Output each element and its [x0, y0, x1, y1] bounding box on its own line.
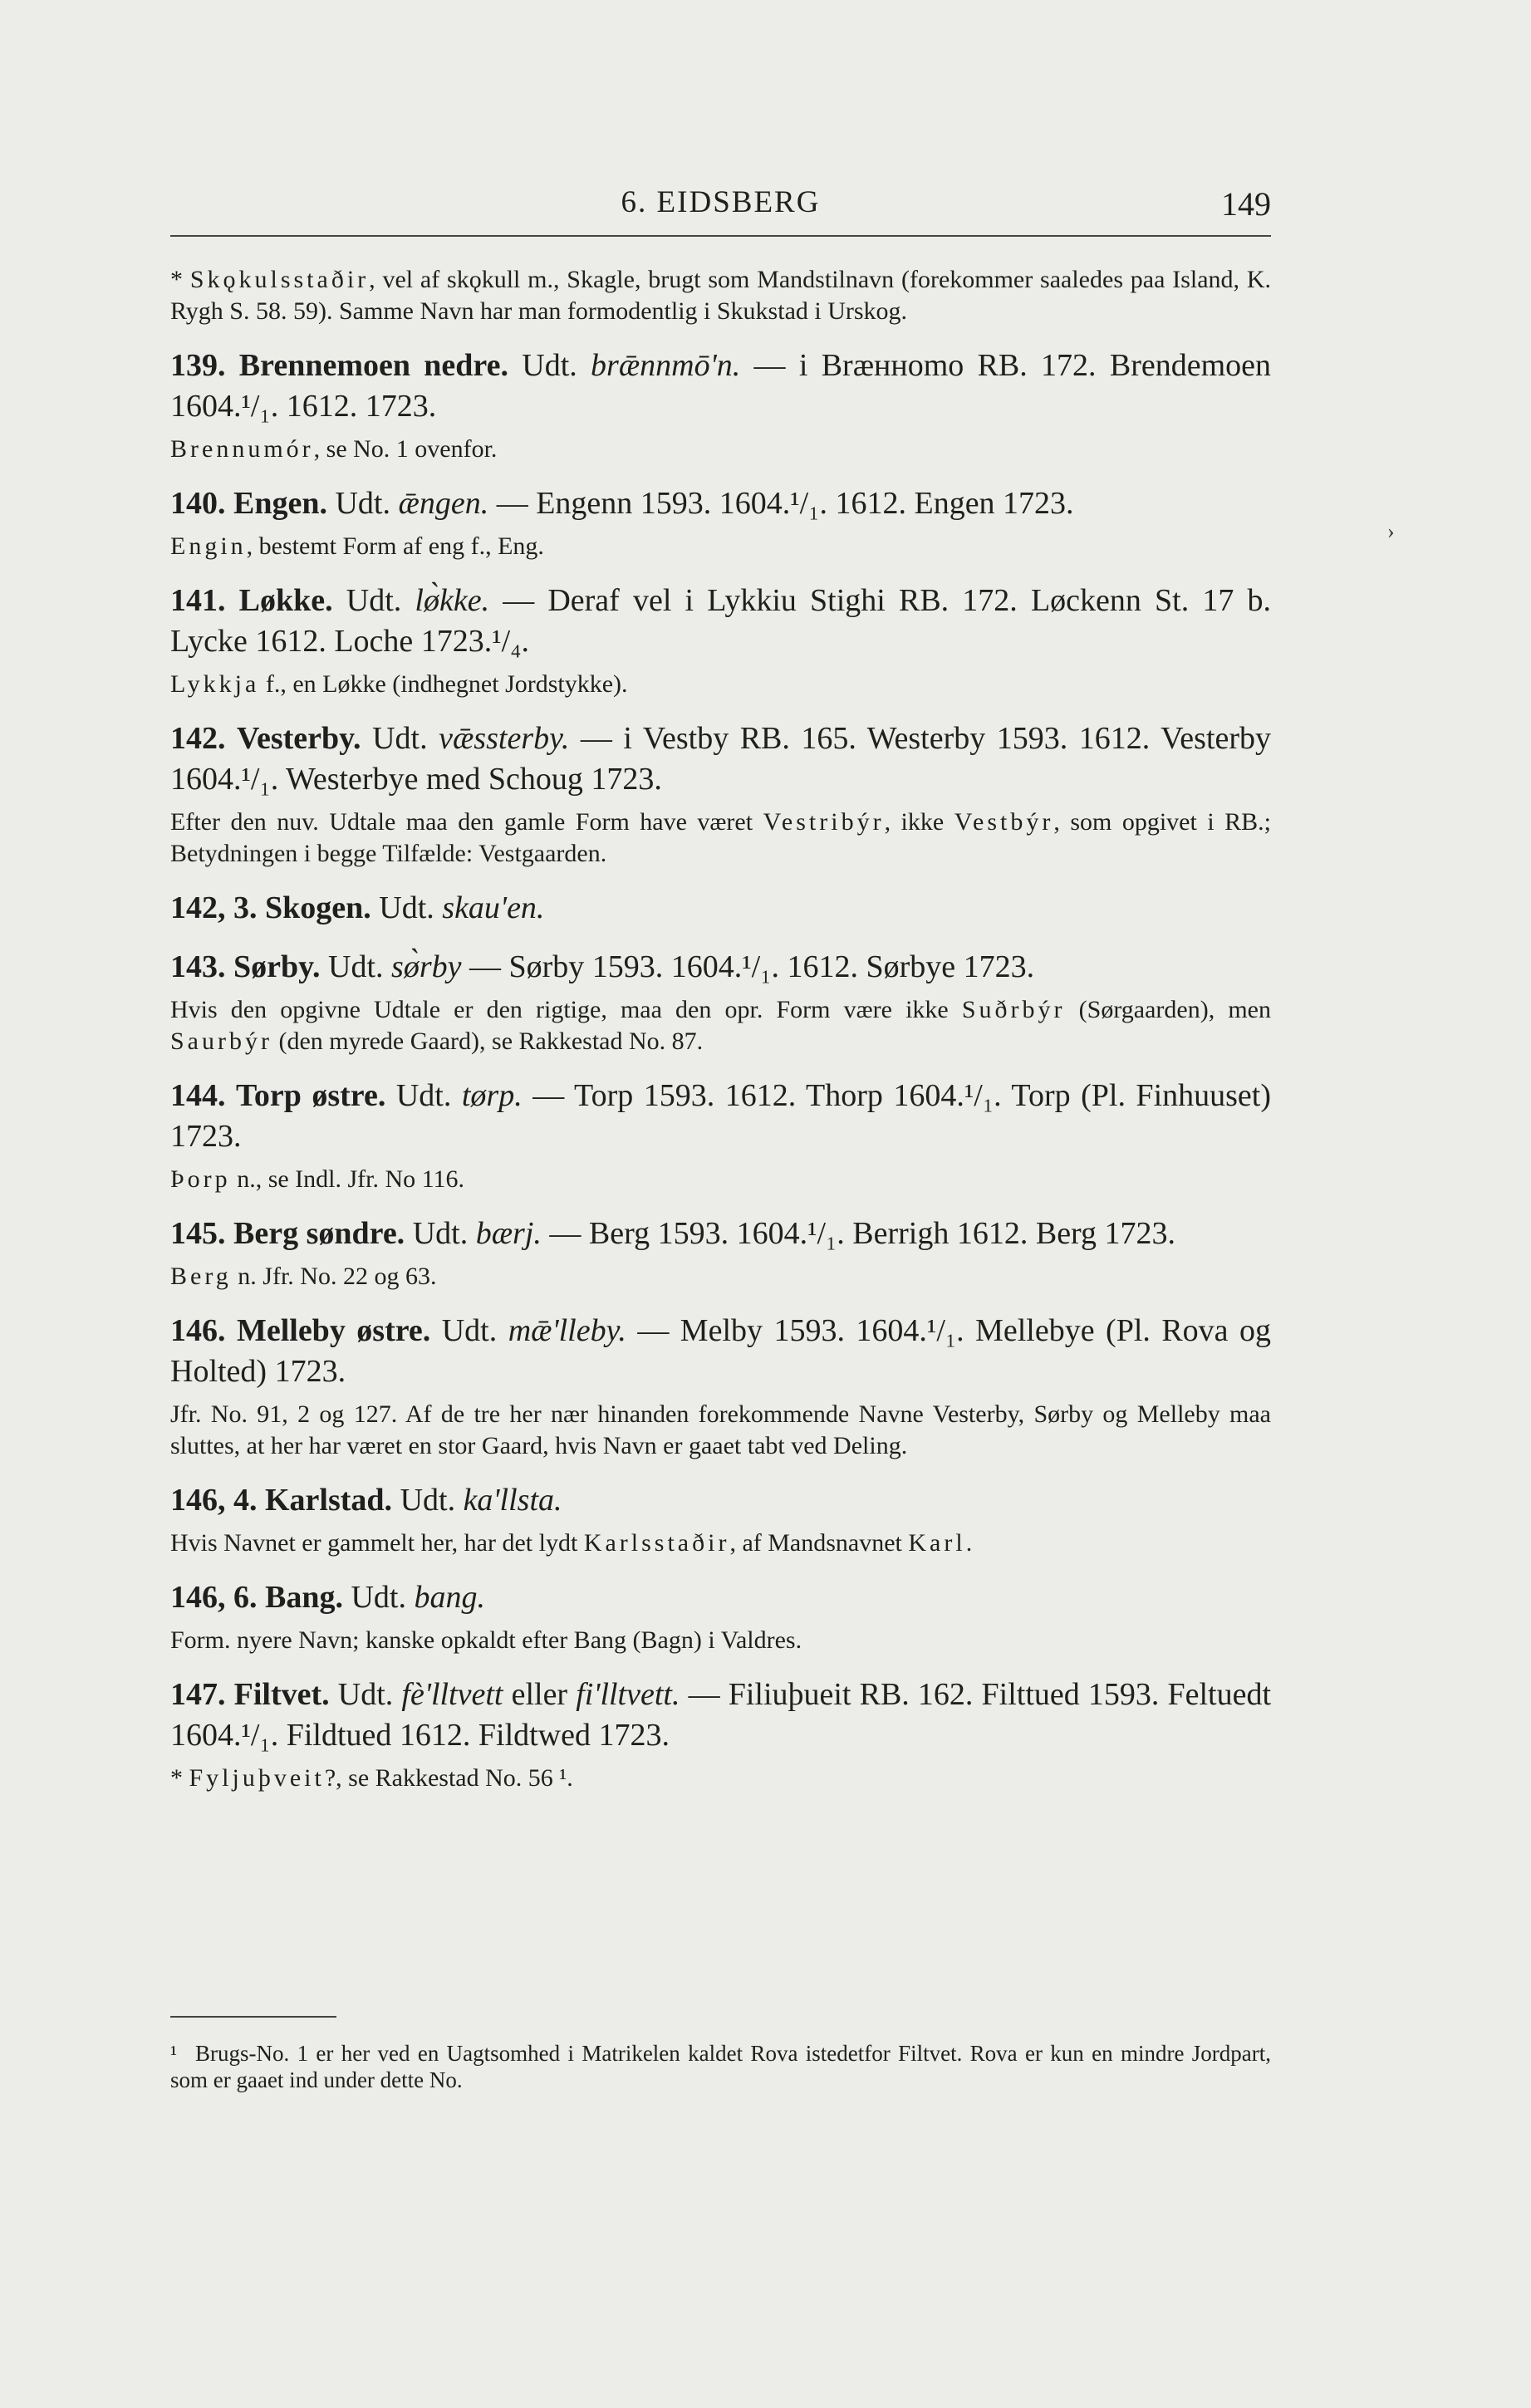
entry-number: 146, 6.	[170, 1580, 258, 1615]
pronunciation: tørp.	[461, 1078, 523, 1113]
entry-note	[170, 1528, 1271, 1559]
entry-141	[170, 581, 1271, 662]
note-text: n., se Indl. Jfr. No 116.	[230, 1165, 465, 1193]
entry-142	[170, 718, 1271, 800]
note-text: , af Mandsnavnet	[729, 1529, 909, 1557]
note-text: Hvis den opgivne Udtale er den rigtige, maa den opr. Form være ikke	[170, 996, 962, 1023]
pronunciation: ka'llsta.	[463, 1483, 562, 1518]
entry-name: Filtvet.	[233, 1677, 330, 1712]
footnote-rule	[170, 2016, 336, 2018]
entry-144	[170, 1076, 1271, 1157]
note-name: Suðrbýr	[961, 996, 1066, 1023]
historic-forms: — Berg 1593. 1604.¹/₁. Berrigh 1612. Berg 1723.	[541, 1216, 1176, 1251]
udt-label: Udt.	[522, 348, 577, 383]
note-name: Þorp	[170, 1165, 231, 1193]
page-header	[170, 184, 1271, 234]
udt-label: Udt.	[395, 1078, 452, 1113]
pronunciation: brǣnnmō'n.	[591, 348, 741, 383]
footnote-text: Brugs-No. 1 er her ved en Uagtsomhed i Matrikelen kaldet Rova istedetfor Filtvet. Rova er kun en mindre Jordpart, som er gaaet ind under dette No.	[170, 2041, 1271, 2092]
pronunciation-alt: fi'lltvett.	[576, 1677, 680, 1712]
udt-label: Udt.	[346, 583, 402, 618]
pronunciation: vǣssterby.	[439, 721, 570, 756]
note-text: Jfr. No. 91, 2 og 127. Af de tre her nær hinanden forekommende Navne Vesterby, Sørby og Melleby maa sluttes, at her har været en stor Gaard, hvis Navn er gaaet tabt ved Deling.	[170, 1400, 1271, 1459]
note-name: Karl	[908, 1529, 966, 1557]
entry-note	[170, 1164, 1271, 1195]
entry-142-3	[170, 888, 1271, 929]
entry-number: 146, 4.	[170, 1483, 258, 1518]
note-text: , se No. 1 ovenfor.	[313, 435, 498, 463]
entry-146-4	[170, 1480, 1271, 1521]
entry-146	[170, 1311, 1271, 1392]
entry-note	[170, 994, 1271, 1057]
note-text: Hvis Navnet er gammelt her, har det lydt	[170, 1529, 584, 1557]
entry-note	[170, 807, 1271, 870]
entry-145	[170, 1214, 1271, 1254]
entry-note	[170, 1625, 1271, 1656]
entry-number: 142.	[170, 721, 226, 756]
historic-forms: — Melby 1593. 1604.¹/₁. Mellebye (Pl. Rova og Holted) 1723.	[170, 1313, 1272, 1389]
star-mark: *	[170, 266, 190, 293]
note-text: ?, se Rakkestad No. 56 ¹.	[324, 1764, 573, 1792]
note-name: Berg	[170, 1263, 232, 1290]
entry-140	[170, 483, 1271, 524]
entry-note	[170, 1763, 1271, 1794]
entry-name: Bang.	[265, 1580, 343, 1615]
entry-number: 141.	[170, 583, 226, 618]
historic-forms: — Deraf vel i Lykkiu Stighi RB. 172. Løckenn St. 17 b. Lycke 1612. Loche 1723.¹/₄.	[170, 583, 1271, 659]
pronunciation: lø̀kke.	[415, 583, 490, 618]
footnote-mark: ¹	[170, 2041, 178, 2066]
entry-name: Brennemoen nedre.	[238, 348, 508, 383]
entry-name: Engen.	[233, 486, 327, 521]
entry-note	[170, 531, 1271, 562]
historic-forms: — Filiuþueit RB. 162. Filttued 1593. Feltuedt 1604.¹/₁. Fildtued 1612. Fildtwed 1723.	[170, 1677, 1272, 1753]
note-text: (Sørgaarden), men	[1065, 996, 1271, 1023]
entry-name: Torp østre.	[236, 1078, 386, 1113]
historic-forms: — Torp 1593. 1612. Thorp 1604.¹/₁. Torp (Pl. Finhuuset) 1723.	[170, 1078, 1271, 1154]
note-text: , bestemt Form af eng f., Eng.	[246, 532, 544, 560]
note-text: n. Jfr. No. 22 og 63.	[231, 1263, 437, 1290]
udt-label: Udt.	[412, 1216, 469, 1251]
entry-name: Skogen.	[265, 890, 371, 925]
note-text: , som opgivet i RB.; Betydningen i begge Tilfælde: Vestgaarden.	[170, 808, 1272, 867]
historic-forms: — i Bræннomo RB. 172. Brendemoen 1604.¹/₁. 1612. 1723.	[170, 348, 1272, 424]
connector-text: eller	[503, 1677, 577, 1712]
pronunciation: bærj.	[475, 1216, 542, 1251]
note-text: Form. nyere Navn; kanske opkaldt efter Bang (Bagn) i Valdres.	[170, 1626, 802, 1654]
note-text: , ikke	[884, 808, 954, 836]
entry-number: 146.	[170, 1313, 226, 1348]
pronunciation: ǣngen.	[398, 486, 489, 521]
footnote	[170, 2040, 1271, 2093]
note-text: (den myrede Gaard), se Rakkestad No. 87.	[272, 1027, 704, 1055]
top-note	[170, 264, 1271, 327]
note-name: Skǫkulsstaðir	[189, 266, 370, 293]
margin-mark: ›	[1387, 519, 1395, 543]
udt-label: Udt.	[400, 1483, 456, 1518]
note-text: .	[965, 1529, 973, 1557]
historic-forms: — Sørby 1593. 1604.¹/₁. 1612. Sørbye 1723.	[461, 949, 1035, 984]
pronunciation: sø̀rby	[391, 949, 462, 984]
entry-146-6	[170, 1577, 1271, 1618]
page-number: 149	[1221, 185, 1271, 223]
pronunciation: fè'lltvett	[401, 1677, 503, 1712]
entry-number: 142, 3.	[170, 890, 258, 925]
entry-number: 144.	[170, 1078, 226, 1113]
note-name: Lykkja	[170, 670, 260, 698]
entry-number: 140.	[170, 486, 226, 521]
note-name: Vestbýr	[954, 808, 1054, 836]
entry-139	[170, 346, 1271, 427]
udt-label: Udt.	[372, 721, 428, 756]
note-text: Efter den nuv. Udtale maa den gamle Form have været	[170, 808, 763, 836]
note-name: Saurbýr	[170, 1027, 272, 1055]
historic-forms: — i Vestby RB. 165. Westerby 1593. 1612. Vesterby 1604.¹/₁. Westerbye med Schoug 1723.	[170, 721, 1272, 797]
note-name: Fyljuþveit	[189, 1764, 325, 1792]
entry-note	[170, 434, 1271, 465]
entry-number: 139.	[170, 348, 226, 383]
entry-name: Berg søndre.	[233, 1216, 405, 1251]
historic-forms: — Engenn 1593. 1604.¹/₁. 1612. Engen 1723.	[488, 486, 1074, 521]
entry-name: Karlstad.	[265, 1483, 393, 1518]
entry-143	[170, 947, 1271, 988]
entry-note	[170, 669, 1271, 700]
note-text: , vel af skǫkull m., Skagle, brugt som Mandstilnavn (forekommer saaledes paa Island, K. Rygh S. 58. 59). Samme Navn har man formodentlig i Skukstad i Urskog.	[170, 266, 1272, 325]
header-rule	[170, 235, 1271, 237]
pronunciation: skau'en.	[442, 890, 545, 925]
entry-name: Melleby østre.	[236, 1313, 431, 1348]
entries-body	[170, 264, 1271, 1794]
note-name: Vestribýr	[763, 808, 885, 836]
udt-label: Udt.	[337, 1677, 394, 1712]
udt-label: Udt.	[328, 949, 384, 984]
running-title: 6. EIDSBERG	[621, 185, 821, 219]
udt-label: Udt.	[379, 890, 434, 925]
entry-147	[170, 1675, 1271, 1756]
note-name: Karlsstaðir	[583, 1529, 730, 1557]
pronunciation: mǣ'lleby.	[508, 1313, 626, 1348]
entry-number: 143.	[170, 949, 226, 984]
entry-name: Vesterby.	[237, 721, 361, 756]
note-text: f., en Løkke (indhegnet Jordstykke).	[259, 670, 628, 698]
note-name: Engin	[170, 532, 247, 560]
note-name: Brennumór	[170, 435, 314, 463]
pronunciation: bang.	[414, 1580, 485, 1615]
udt-label: Udt.	[441, 1313, 498, 1348]
star-mark: *	[170, 1764, 189, 1792]
entry-name: Sørby.	[233, 949, 321, 984]
entry-number: 147.	[170, 1677, 226, 1712]
udt-label: Udt.	[351, 1580, 406, 1615]
entry-note	[170, 1399, 1271, 1462]
entry-name: Løkke.	[238, 583, 333, 618]
udt-label: Udt.	[335, 486, 390, 521]
entry-note	[170, 1261, 1271, 1292]
entry-number: 145.	[170, 1216, 226, 1251]
